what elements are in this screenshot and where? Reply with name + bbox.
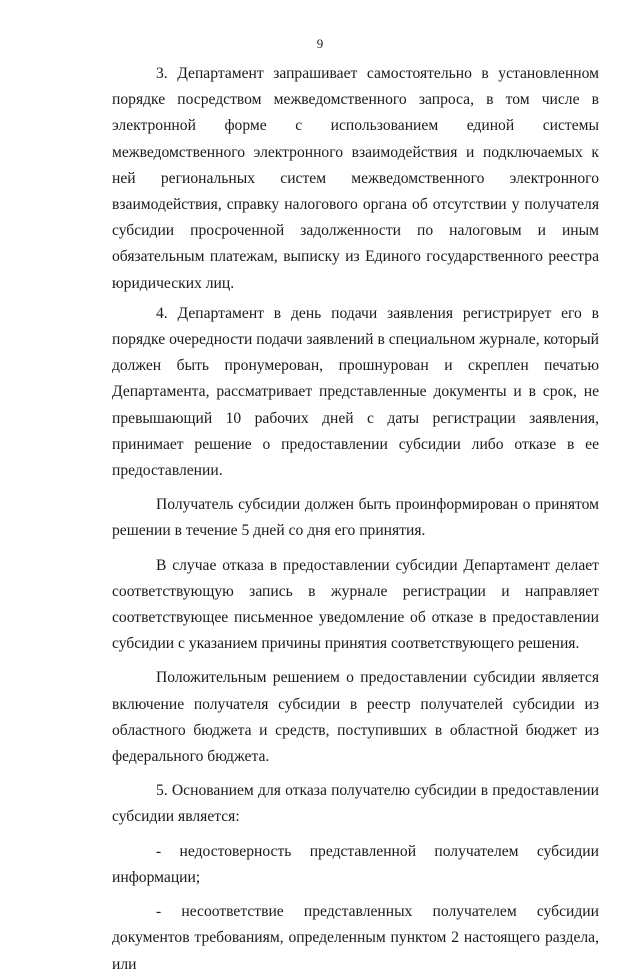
paragraph-4-refusal: В случае отказа в предоставлении субсидии Департамент делает соответствующую запись в журнале регистрации и направляет соответствующее письменное уведомление об отказе в предоставлении субсидии с указанием причины принятия соответствующего решения. xyxy=(112,556,599,653)
page-number: 9 xyxy=(316,36,324,51)
paragraph-3: 3. Департамент запрашивает самостоятельно в установленном порядке посредством межведомственного запроса, в том числе в электронной форме с использованием единой системы межведомственного электронного взаимодействия и подключаемых к ней региональных систем межведомственного электронного взаимодействия, справку налогового органа об отсутствии у получателя субсидии просроченной задолженности по налоговым и иным обязательным платежам, выписку из Единого государственного реестра юридических лиц. xyxy=(112,65,599,292)
paragraph-4-positive-decision: Положительным решением о предоставлении субсидии является включение получателя субсидии в реестр получателей субсидии из областного бюджета и средств, поступивших в областной бюджет из федерального бюджета. xyxy=(112,669,599,766)
paragraph-5-item-1: - недостоверность представленной получателем субсидии информации; xyxy=(112,842,599,886)
document-body xyxy=(112,61,599,978)
paragraph-4: 4. Департамент в день подачи заявления регистрирует его в порядке очередности подачи заявлений в специальном журнале, который должен быть пронумерован, прошнурован и скреплен печатью Департамента, рассматривает представленные документы и в срок, не превышающий 10 рабочих дней с даты регистрации заявления, принимает решение о предоставлении субсидии либо отказе в ее предоставлении. xyxy=(112,304,599,480)
paragraph-4-notification: Получатель субсидии должен быть проинформирован о принятом решении в течение 5 дней со дня его принятия. xyxy=(112,496,599,540)
paragraph-5: 5. Основанием для отказа получателю субсидии в предоставлении субсидии является: xyxy=(112,782,599,826)
paragraph-5-item-2: - несоответствие представленных получателем субсидии документов требованиям, определенным пунктом 2 настоящего раздела, или xyxy=(112,903,599,973)
